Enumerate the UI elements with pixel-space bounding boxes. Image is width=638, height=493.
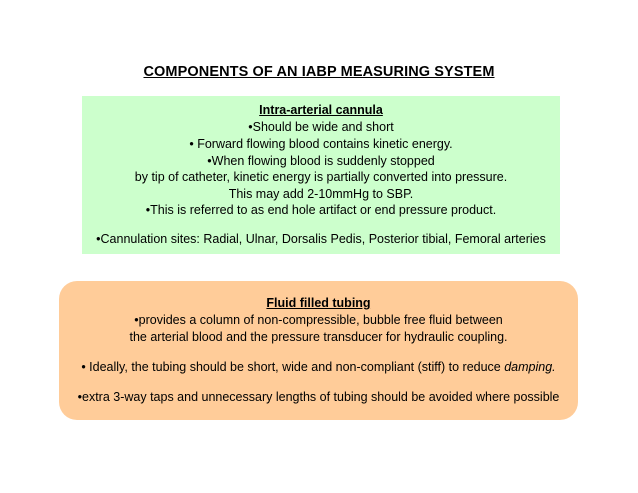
cannula-line-4: by tip of catheter, kinetic energy is partially converted into pressure. <box>134 170 508 184</box>
cannula-line-2: • Forward flowing blood contains kinetic energy. <box>189 137 453 151</box>
tubing-taps-line: •extra 3-way taps and unnecessary lengths of tubing should be avoided where possible <box>77 390 560 404</box>
fluid-filled-tubing-box <box>59 281 578 420</box>
cannula-heading: Intra-arterial cannula <box>259 103 383 117</box>
intra-arterial-cannula-box <box>82 96 560 254</box>
cannula-line-3: •When flowing blood is suddenly stopped <box>207 154 435 168</box>
tubing-heading: Fluid filled tubing <box>266 296 371 310</box>
tubing-line-1: •provides a column of non-compressible, bubble free fluid between <box>134 313 503 327</box>
cannulation-sites: •Cannulation sites: Radial, Ulnar, Dorsalis Pedis, Posterior tibial, Femoral arteries <box>96 232 546 246</box>
slide-title: COMPONENTS OF AN IABP MEASURING SYSTEM <box>143 64 495 80</box>
tubing-ideal-line <box>59 360 578 375</box>
tubing-ideal-text: • Ideally, the tubing should be short, wide and non-compliant (stiff) to reduce <box>81 360 505 374</box>
tubing-ideal-emphasis: damping. <box>504 360 556 374</box>
cannula-line-6: •This is referred to as end hole artifact or end pressure product. <box>145 203 497 217</box>
cannula-line-1: •Should be wide and short <box>248 120 394 134</box>
tubing-line-2: the arterial blood and the pressure transducer for hydraulic coupling. <box>129 330 508 344</box>
cannula-line-5: This may add 2-10mmHg to SBP. <box>228 187 414 201</box>
